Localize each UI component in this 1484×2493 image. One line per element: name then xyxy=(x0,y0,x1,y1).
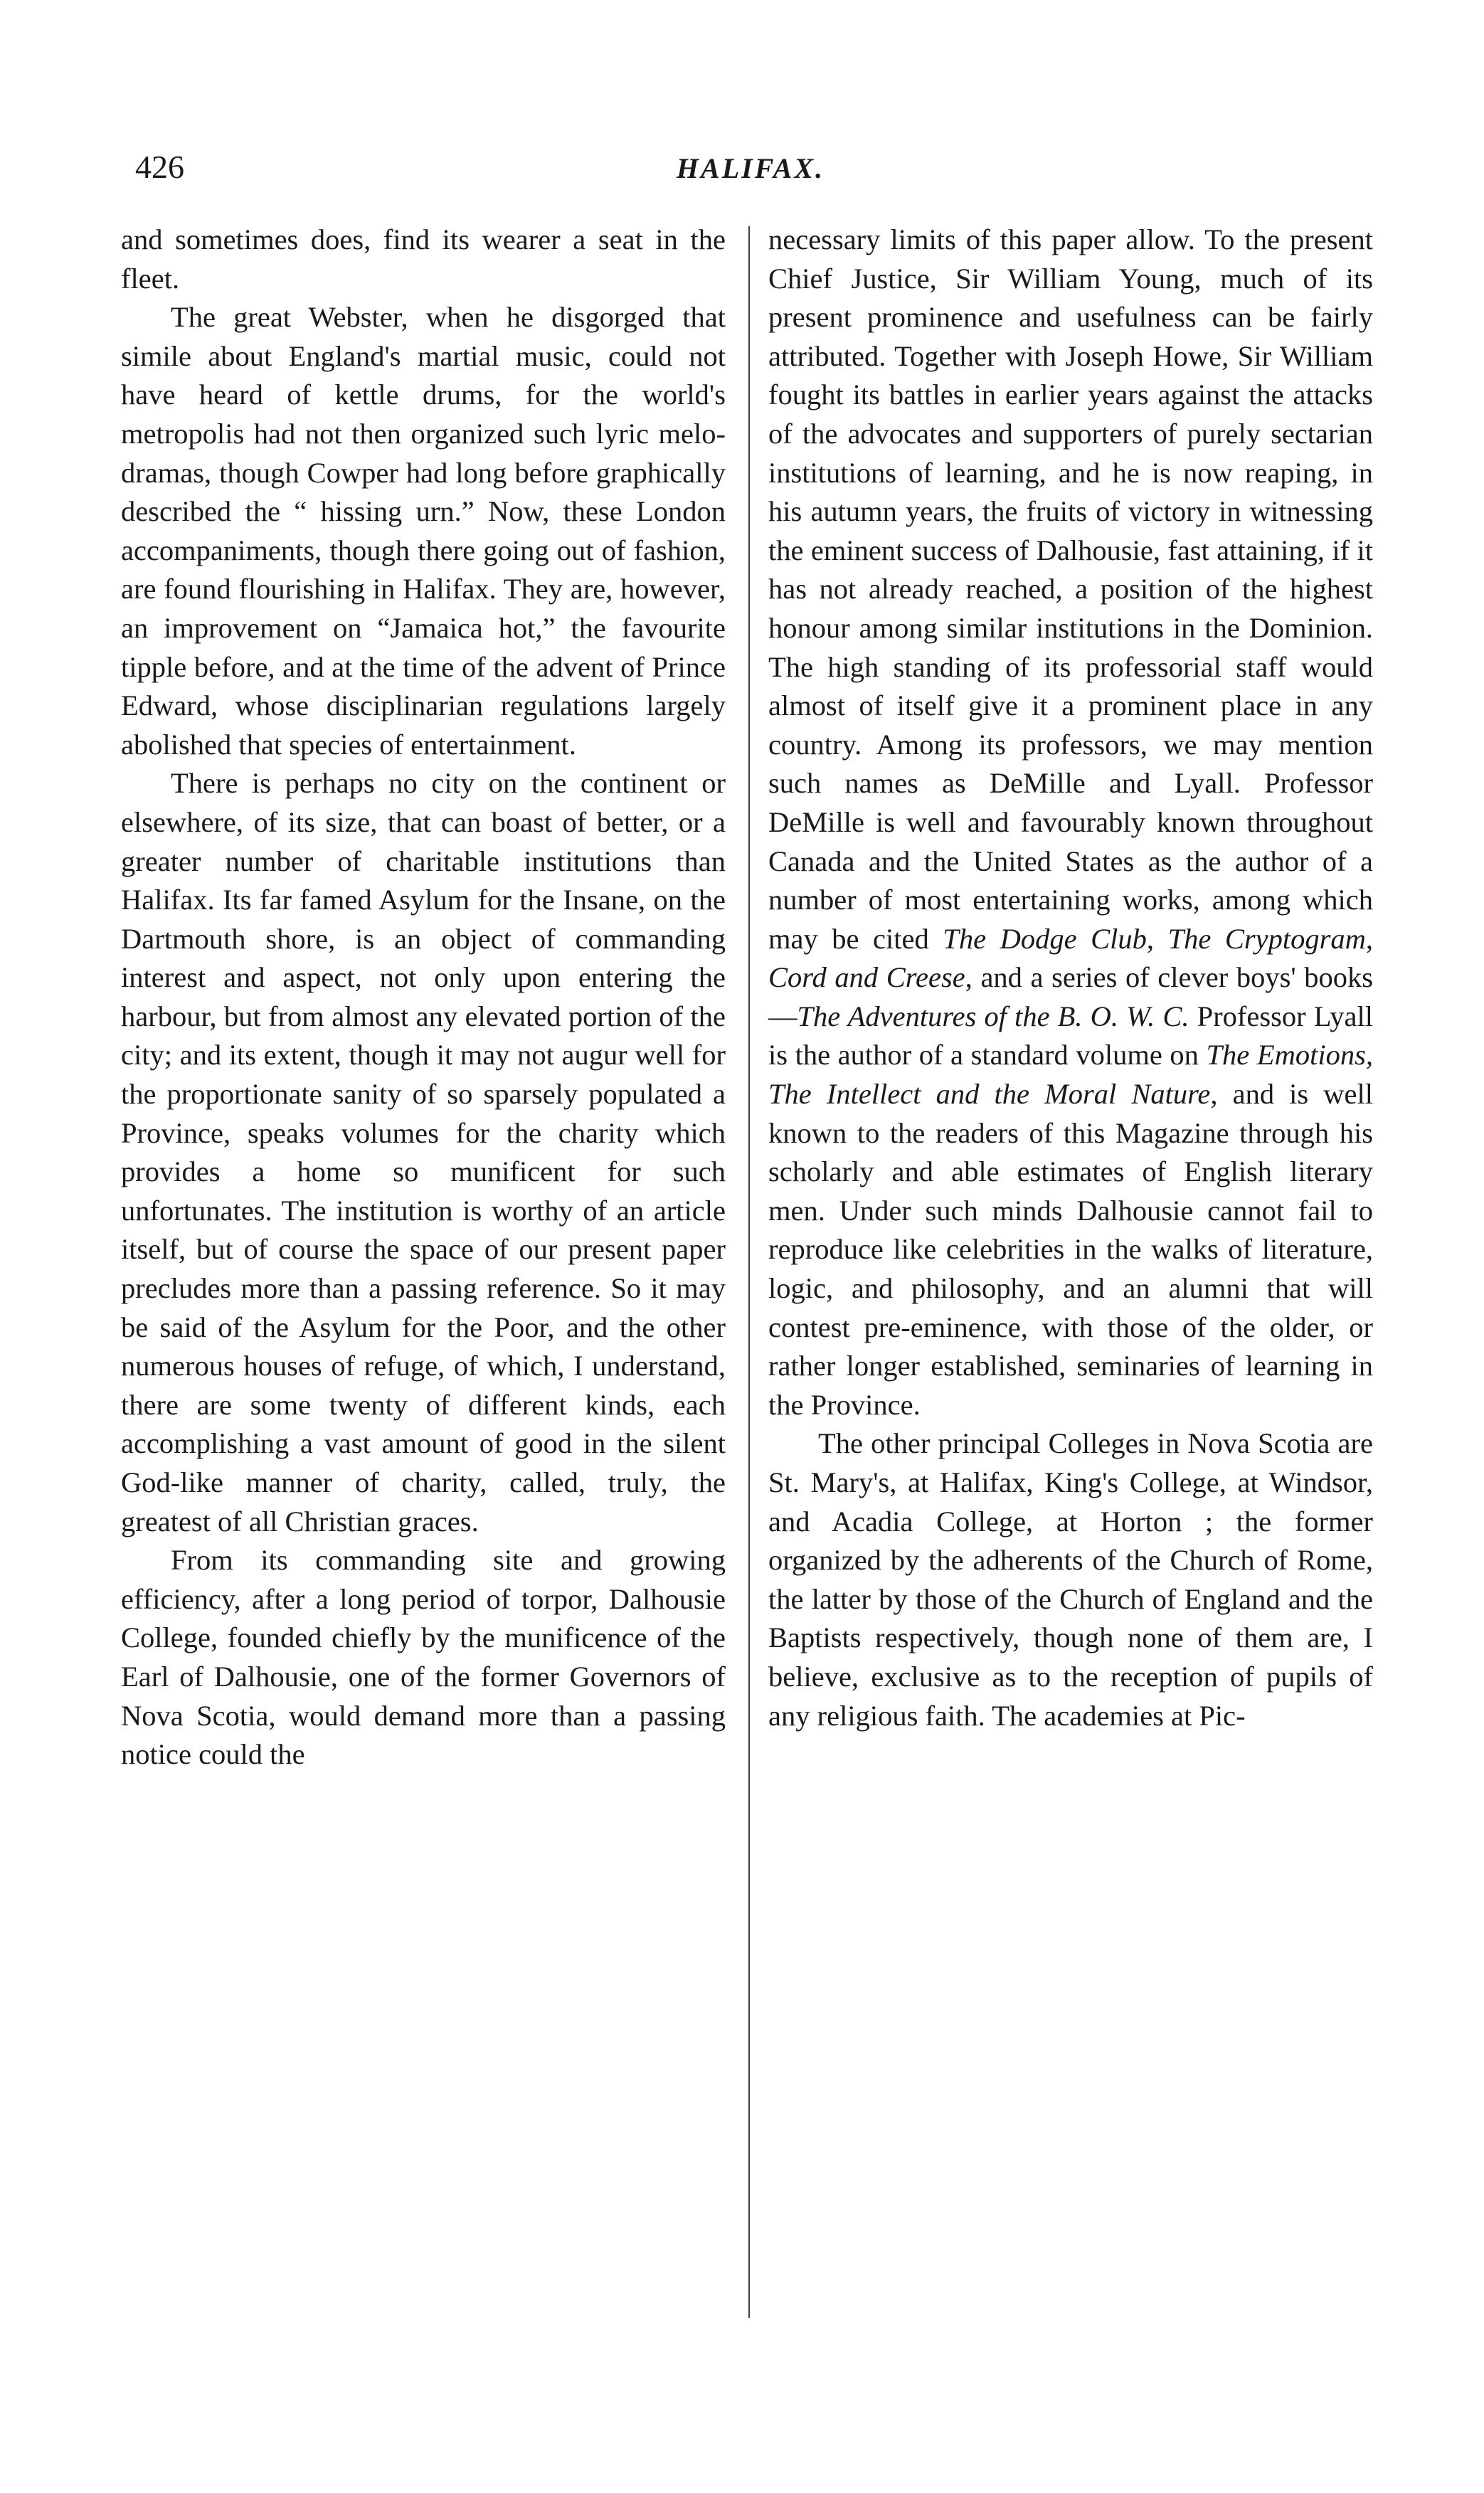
paragraph-charitable-institutions: There is perhaps no city on the continent or elsewhere, of its size, that can boast of better, or a greater number of charitable institutions than Halifax. Its far famed Asylum for the Insane, on the Dartmouth shore, is an object of commanding interest and aspect, not only upon entering the harbour, but from almost any elevated portion of the city; and its extent, though it may not augur well for the proportionate sanity of so sparsely populated a Province, speaks volumes for the charity which provides a home so munificent for such unfortunates. The institution is worthy of an article itself, but of course the space of our present paper precludes more than a passing reference. So it may be said of the Asylum for the Poor, and the other numerous houses of refuge, of which, I understand, there are some twenty of different kinds, each accomplishing a vast amount of good in the silent God-like manner of charity, called, truly, the greatest of all Christian graces. xyxy=(121,767,726,1537)
paragraph-webster: The great Webster, when he disgorged that simile about England's martial music, could not have heard of kettle drums, for the world's metropolis had not then organized such lyric melo-dramas, though Cowper had long before graphically described the “ hissing urn.” Now, these London accompaniments, though there going out of fashion, are found flourishing in Halifax. They are, however, an improvement on “Jamaica hot,” the favourite tipple before, and at the time of the advent of Prince Edward, whose disciplinarian regulations largely abolished that species of entertainment. xyxy=(121,301,726,761)
paragraph-dalhousie-intro: From its commanding site and growing efficiency, after a long period of torpor, Dalhousie College, founded chiefly by the munificence of the Earl of Dalhousie, one of the former Governors of Nova Scotia, would demand more than a passing notice could the xyxy=(121,1544,726,1771)
running-title: HALIFAX. xyxy=(676,152,825,184)
book-title-cord-and-creese: Cord and Creese xyxy=(768,961,965,994)
paragraph-dalhousie-continued xyxy=(768,221,1373,1424)
text-run: , xyxy=(1365,922,1373,955)
text-run: Professor Lyall is the author of a standard volume on xyxy=(768,1000,1374,1071)
paragraph-other-colleges: The other principal Colleges in Nova Scotia are St. Mary's, at Halifax, King's College, at Windsor, and Acadia College, at Horton ; the former organized by the adherents of the Church of Rome, the latter by those of the Church of England and the Baptists respectively, though none of them are, I believe, exclusive as to the reception of pupils of any religious faith. The academies at Pic- xyxy=(768,1427,1373,1732)
column-divider xyxy=(748,226,750,2318)
text-run: necessary limits of this paper allow. To the present Chief Justice, Sir William Young, much of its present prominence and usefulness can be fairly attributed. Together with Joseph Howe, Sir William fought its battles in earlier years against the attacks of the advocates and supporters of purely sectarian institutions of learning, and he is now reaping, in his autumn years, the fruits of victory in witnessing the eminent success of Dalhousie, fast attaining, if it has not already reached, a position of the highest honour among similar institutions in the Dominion. The high standing of its professorial staff would almost of itself give it a prominent place in any country. Among its professors, we may mention such names as DeMille and Lyall. Professor DeMille is well and favourably known throughout Canada and the United States as the author of a number of most entertaining works, among which may be cited xyxy=(768,223,1373,955)
running-head xyxy=(135,146,1366,196)
page-number: 426 xyxy=(135,149,184,185)
book-title-adventures: The Adventures of the B. O. W. C. xyxy=(797,1000,1189,1032)
text-run: , and a series of clever boys' books— xyxy=(768,961,1374,1032)
right-column xyxy=(768,221,1373,1735)
text-run: , xyxy=(1146,922,1168,955)
book-title-emotions: The Emotions, The Intellect and the Moral Nature xyxy=(768,1039,1373,1111)
paragraph-continued: and sometimes does, find its wearer a seat in the fleet. xyxy=(121,223,726,295)
left-column xyxy=(121,221,726,1774)
text-run: , and is well known to the readers of this Magazine through his scholarly and able estimates of English literary men. Under such minds Dalhousie cannot fail to reproduce like celebrities in the walks of literature, logic, and philosophy, and an alumni that will contest pre-eminence, with those of the older, or rather longer established, seminaries of learning in the Province. xyxy=(768,1078,1373,1421)
book-title-dodge-club: The Dodge Club xyxy=(943,922,1147,955)
book-title-cryptogram: The Cryptogram xyxy=(1167,922,1366,955)
